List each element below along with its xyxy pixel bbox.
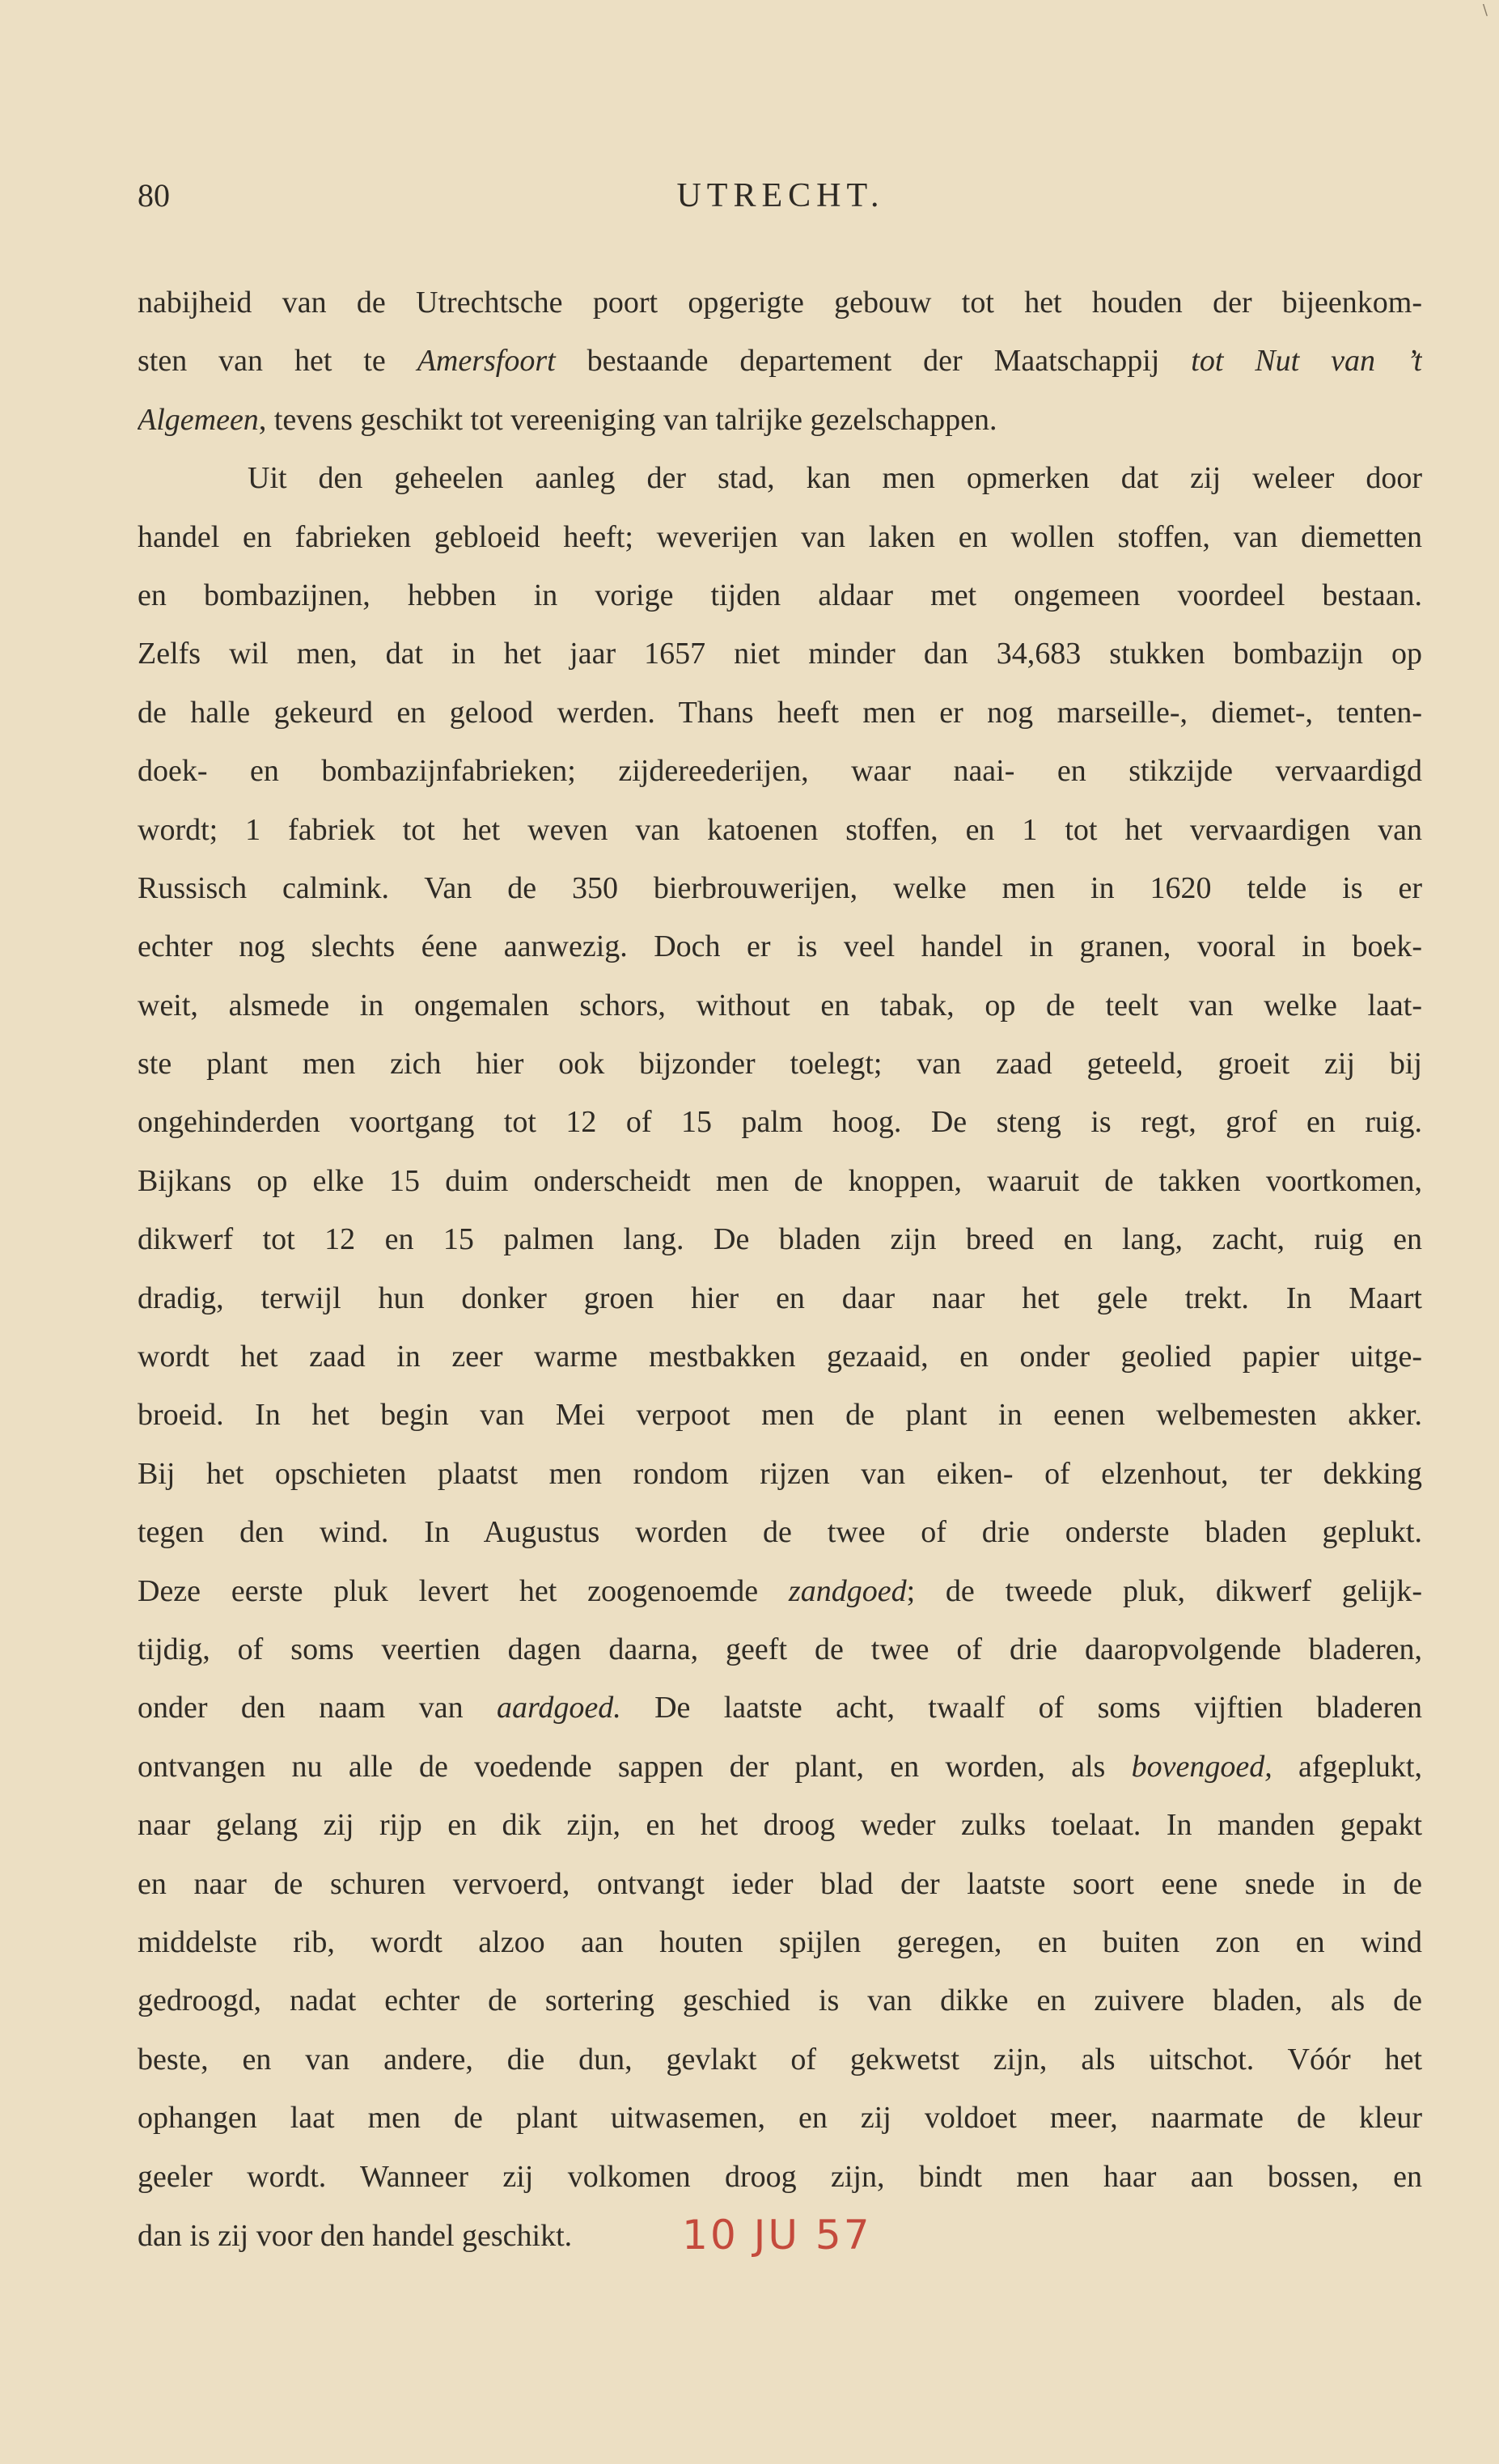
body-text [138,273,1422,2264]
text-line-19: wordt het zaad in zeer warme mestbakken gezaaid, en onder geolied papier uitge- [138,1340,1422,1374]
text-line-13: weit, alsmede in ongemalen schors, without en tabak, op de teelt van welke laat- [138,988,1422,1022]
text-line-26: ontvangen nu alle de voedende sappen der plant, en worden, als bovengoed, afgeplukt, [138,1749,1422,1784]
text-line-20: broeid. In het begin van Mei verpoot men de plant in eenen welbemesten akker. [138,1398,1422,1433]
term-bovengoed: bovengoed, [1131,1749,1272,1784]
society-name-part2: Algemeen [138,402,259,437]
text-line-18: dradig, terwijl hun donker groen hier en daar naar het gele trekt. In Maart [138,1281,1422,1315]
text-line-22: tegen den wind. In Augustus worden de twee of drie onderste bladen geplukt. [138,1515,1422,1550]
text-line-9: doek- en bombazijnfabrieken; zijdereederijen, waar naai- en stikzijde vervaardigd [138,754,1422,789]
text-line-31: beste, en van andere, die dun, gevlakt of gekwetst zijn, als uitschot. Vóór het [138,2042,1422,2077]
text-line-3: Algemeen, tevens geschikt tot vereeniging van talrijke gezelschappen. [138,402,997,437]
text-line-2: sten van het te Amersfoort bestaande departement der Maatschappij tot Nut van ’t [138,344,1422,379]
text-line-5: handel en fabrieken gebloeid heeft; weverijen van laken en wollen stoffen, van diemetten [138,519,1422,554]
text-line-16: Bijkans op elke 15 duim onderscheidt men de knoppen, waaruit de takken voortkomen, [138,1163,1422,1198]
society-name-part1: tot Nut van ’t [1191,344,1422,379]
text-line-12: echter nog slechts éene aanwezig. Doch er is veel handel in granen, vooral in boek- [138,929,1422,964]
term-zandgoed: zandgoed [788,1573,907,1608]
text-line-23: Deze eerste pluk levert het zoogenoemde zandgoed; de tweede pluk, dikwerf gelijk- [138,1573,1422,1608]
text-line-33: geeler wordt. Wanneer zij volkomen droog zijn, bindt men haar aan bossen, en [138,2159,1422,2194]
running-title: UTRECHT. [676,177,885,214]
corner-mark: \ [1482,2,1488,19]
text-line-1: nabijheid van de Utrechtsche poort opgerigte gebouw tot het houden der bijeenkom- [138,286,1422,320]
text-line-25: onder den naam van aardgoed. De laatste acht, twaalf of soms vijftien bladeren [138,1691,1422,1725]
text-line-32: ophangen laat men de plant uitwasemen, en zij voldoet meer, naarmate de kleur [138,2101,1422,2136]
place-name-amersfoort: Amersfoort [417,344,556,379]
text-line-34: dan is zij voor den handel geschikt. 10 JU 57 [138,2206,1422,2264]
term-aardgoed: aardgoed. [496,1691,621,1725]
text-line-30: gedroogd, nadat echter de sortering geschied is van dikke en zuivere bladen, als de [138,1983,1422,2018]
text-line-4: Uit den geheelen aanleg der stad, kan men opmerken dat zij weleer door [248,461,1422,496]
text-line-10: wordt; 1 fabriek tot het weven van katoenen stoffen, en 1 tot het vervaardigen van [138,812,1422,847]
text-line-24: tijdig, of soms veertien dagen daarna, geeft de twee of drie daaropvolgende bladeren, [138,1632,1422,1666]
date-stamp: 10 JU 57 [682,2211,872,2259]
text-line-21: Bij het opschieten plaatst men rondom rijzen van eiken- of elzenhout, ter dekking [138,1456,1422,1491]
text-line-15: ongehinderden voortgang tot 12 of 15 palm hoog. De steng is regt, grof en ruig. [138,1105,1422,1140]
text-line-7: Zelfs wil men, dat in het jaar 1657 niet minder dan 34,683 stukken bombazijn op [138,637,1422,671]
page-header [138,176,1424,225]
text-line-28: en naar de schuren vervoerd, ontvangt ieder blad der laatste soort eene snede in de [138,1866,1422,1901]
text-line-14: ste plant men zich hier ook bijzonder toelegt; van zaad geteeld, groeit zij bij [138,1047,1422,1082]
page-number: 80 [138,177,170,214]
text-line-29: middelste rib, wordt alzoo aan houten spijlen geregen, en buiten zon en wind [138,1924,1422,1959]
text-line-11: Russisch calmink. Van de 350 bierbrouwerijen, welke men in 1620 telde is er [138,870,1422,905]
text-line-17: dikwerf tot 12 en 15 palmen lang. De bladen zijn breed en lang, zacht, ruig en [138,1222,1422,1257]
text-line-27: naar gelang zij rijp en dik zijn, en het droog weder zulks toelaat. In manden gepakt [138,1808,1422,1843]
text-line-8: de halle gekeurd en gelood werden. Thans heeft men er nog marseille-, diemet-, tenten- [138,695,1422,730]
text-line-6: en bombazijnen, hebben in vorige tijden aldaar met ongemeen voordeel bestaan. [138,578,1422,612]
